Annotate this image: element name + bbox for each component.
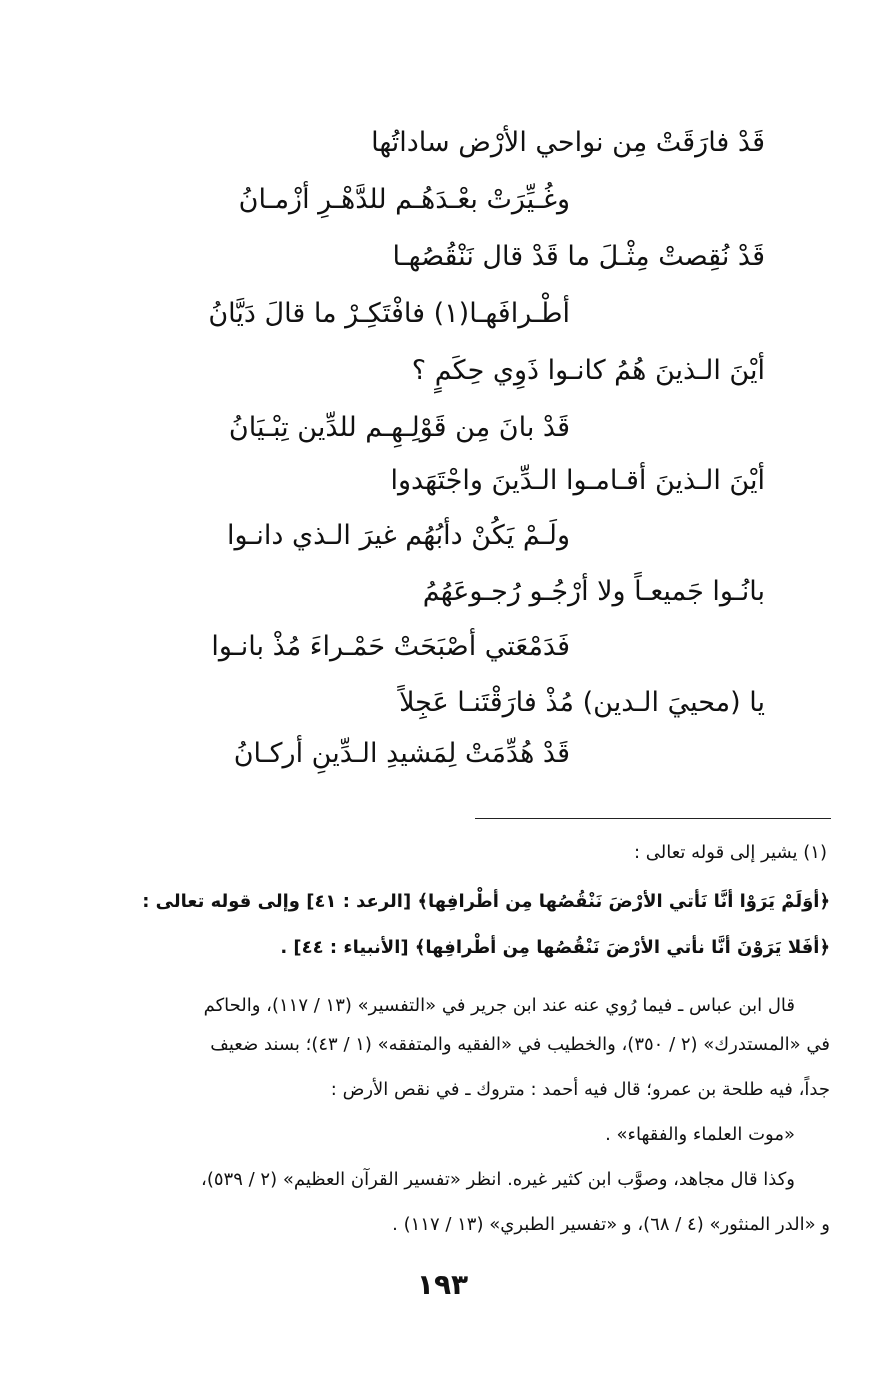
footnote-line: جداً، فيه طلحة بن عمرو؛ قال فيه أحمد : متروك ـ في نقص الأرض : bbox=[330, 1079, 830, 1100]
poem-verse: قَدْ بانَ مِن قَوْلِـهِـم للدِّين تِبْـيَانُ bbox=[228, 412, 570, 443]
poem-verse: يا (محييَ الـدين) مُذْ فارَقْتَنـا عَجِلاً bbox=[399, 687, 765, 718]
poem-verse: أطْـرافَهـا(١) فافْتَكِـرْ ما قالَ دَيَّانُ bbox=[208, 298, 570, 329]
poem-verse: قَدْ نُقِصتْ مِثْـلَ ما قَدْ قال نَنْقُصُهـا bbox=[392, 241, 765, 272]
poem-verse: أيْنَ الـذينَ هُمُ كانـوا ذَوِي حِكَمٍ ؟ bbox=[411, 355, 765, 386]
footnote-separator bbox=[475, 818, 831, 819]
poem-verse: بانُـوا جَميعـاً ولا أرْجُـو رُجـوعَهُمُ bbox=[422, 576, 765, 607]
poem-verse: وغُـيِّرَتْ بعْـدَهُـم للدَّهْـرِ أزْمـانُ bbox=[238, 184, 570, 215]
footnote-line: في «المستدرك» (٢ / ٣٥٠)، والخطيب في «الفقيه والمتفقه» (١ / ٤٣)؛ بسند ضعيف bbox=[210, 1034, 830, 1055]
footnote-line: قال ابن عباس ـ فيما رُوي عنه عند ابن جرير في «التفسير» (١٣ / ١١٧)، والحاكم bbox=[203, 995, 795, 1016]
footnote-line: و «الدر المنثور» (٤ / ٦٨)، و «تفسير الطبري» (١٣ / ١١٧) . bbox=[392, 1214, 830, 1235]
footnote-line: (١) يشير إلى قوله تعالى : bbox=[633, 842, 827, 863]
poem-verse: ولَـمْ يَكُنْ دأبُهُم غيرَ الـذي دانـوا bbox=[227, 520, 570, 551]
poem-verse: قَدْ فارَقَتْ مِن نواحي الأرْض ساداتُها bbox=[371, 127, 765, 158]
footnote-line: «موت العلماء والفقهاء» . bbox=[605, 1124, 795, 1145]
poem-verse: أيْنَ الـذينَ أقـامـوا الـدِّينَ واجْتَهَدوا bbox=[390, 465, 765, 496]
footnote-line: ﴿أفَلا يَرَوْنَ أنَّا نأتي الأرْضَ نَنْقُصُها مِن أطْرافِها﴾ [الأنبياء : ٤٤] . bbox=[280, 937, 830, 958]
footnote-line: ﴿أوَلَمْ يَرَوْا أنَّا نَأتي الأرْضَ نَنْقُصُها مِن أطْرافِها﴾ [الرعد : ٤١] وإلى قوله تعالى : bbox=[142, 891, 830, 912]
footnote-line: وكذا قال مجاهد، وصوَّب ابن كثير غيره. انظر «تفسير القرآن العظيم» (٢ / ٥٣٩)، bbox=[201, 1169, 795, 1190]
page-number: ١٩٣ bbox=[416, 1268, 469, 1301]
poem-verse: فَدَمْعَتي أصْبَحَتْ حَمْـراءَ مُذْ بانـوا bbox=[211, 631, 570, 662]
poem-verse: قَدْ هُدِّمَتْ لِمَشيدِ الـدِّينِ أركـانُ bbox=[233, 738, 570, 769]
